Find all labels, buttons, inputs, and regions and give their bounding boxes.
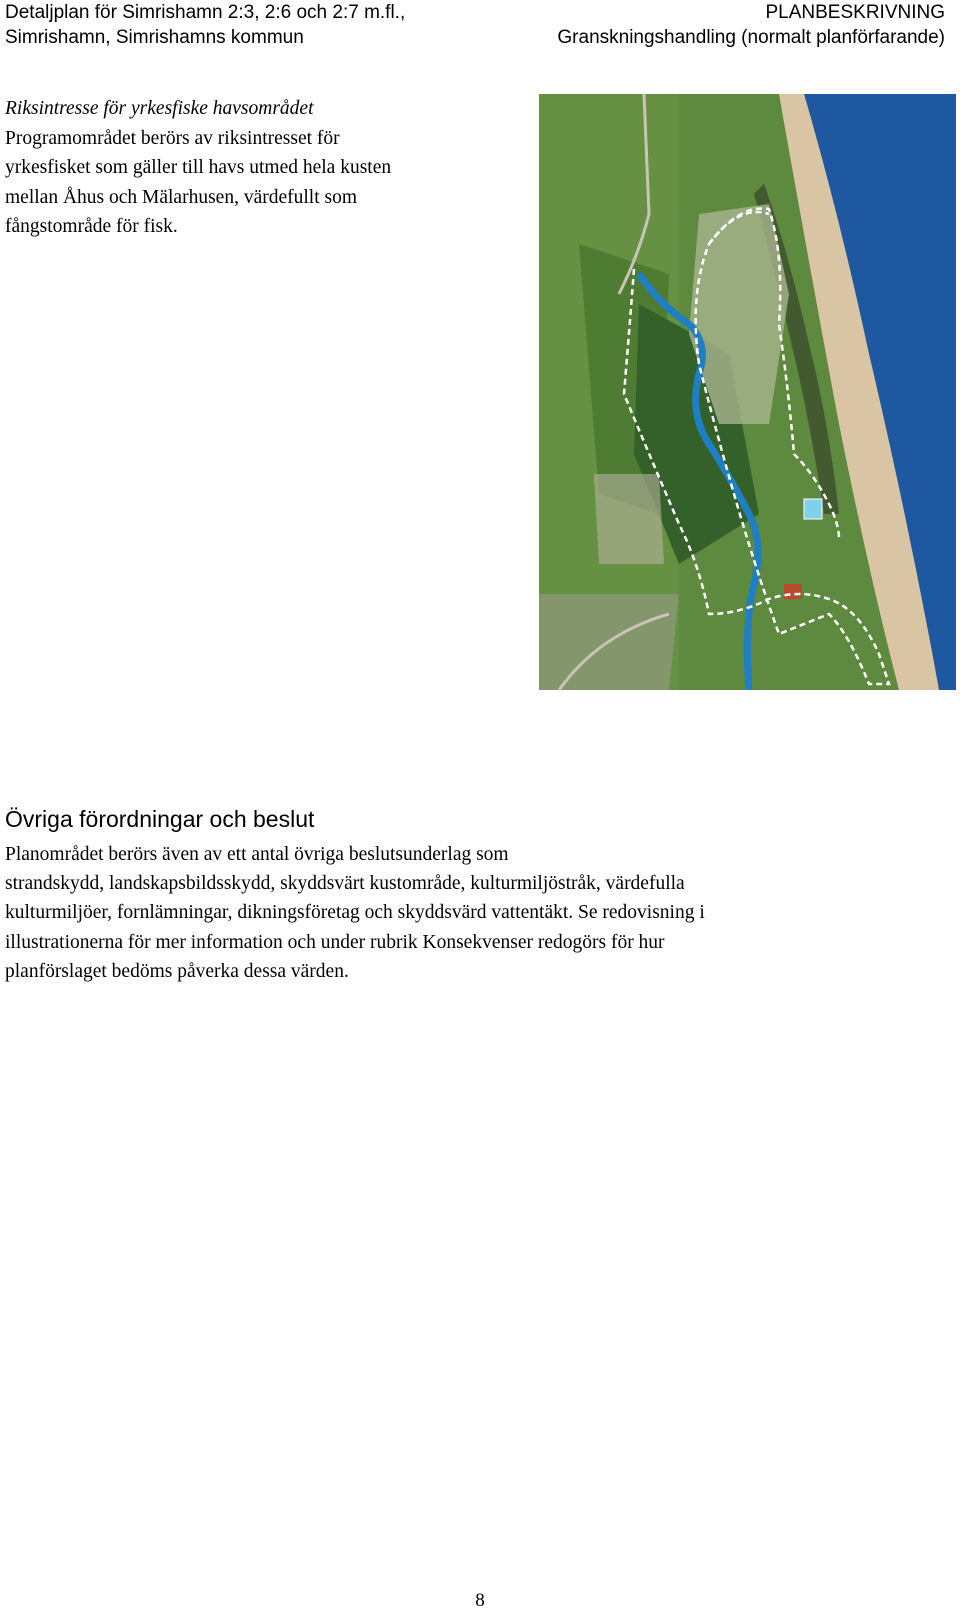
section-heading: Övriga förordningar och beslut <box>5 806 315 832</box>
document-title: Detaljplan för Simrishamn 2:3, 2:6 och 2:7 m.fl., <box>5 2 406 23</box>
paragraph-line: Programområdet berörs av riksintresset för <box>5 127 340 149</box>
aerial-photo <box>539 94 956 690</box>
section-body <box>5 840 955 986</box>
paragraph-line: Planområdet berörs även av ett antal övriga beslutsunderlag som <box>5 844 509 865</box>
paragraph-line: planförslaget bedöms påverka dessa värden. <box>5 960 349 982</box>
page-number: 8 <box>475 1590 485 1611</box>
paragraph-line: mellan Åhus och Mälarhusen, värdefullt som <box>5 186 357 208</box>
aerial-map-image <box>539 94 956 690</box>
paragraph-line: illustrationerna för mer information och under rubrik Konsekvenser redogörs för hur <box>5 931 665 953</box>
document-status: Granskningshandling (normalt planförfarande) <box>557 27 945 48</box>
paragraph-line: kulturmiljöer, fornlämningar, dikningsföretag och skyddsvärd vattentäkt. Se redovisning i <box>5 902 705 924</box>
riksintresse-section <box>5 94 515 242</box>
page-header-left <box>5 0 405 50</box>
page-header-right <box>557 0 945 50</box>
riksintresse-heading: Riksintresse för yrkesfiske havsområdet <box>5 98 314 119</box>
paragraph-line: yrkesfisket som gäller till havs utmed hela kusten <box>5 157 392 179</box>
document-type: PLANBESKRIVNING <box>765 2 945 23</box>
document-location: Simrishamn, Simrishamns kommun <box>5 27 304 48</box>
paragraph-line: fångstområde för fisk. <box>5 216 178 238</box>
paragraph-line: strandskydd, landskapsbildsskydd, skyddsvärt kustområde, kulturmiljöstråk, värdefulla <box>5 873 685 895</box>
